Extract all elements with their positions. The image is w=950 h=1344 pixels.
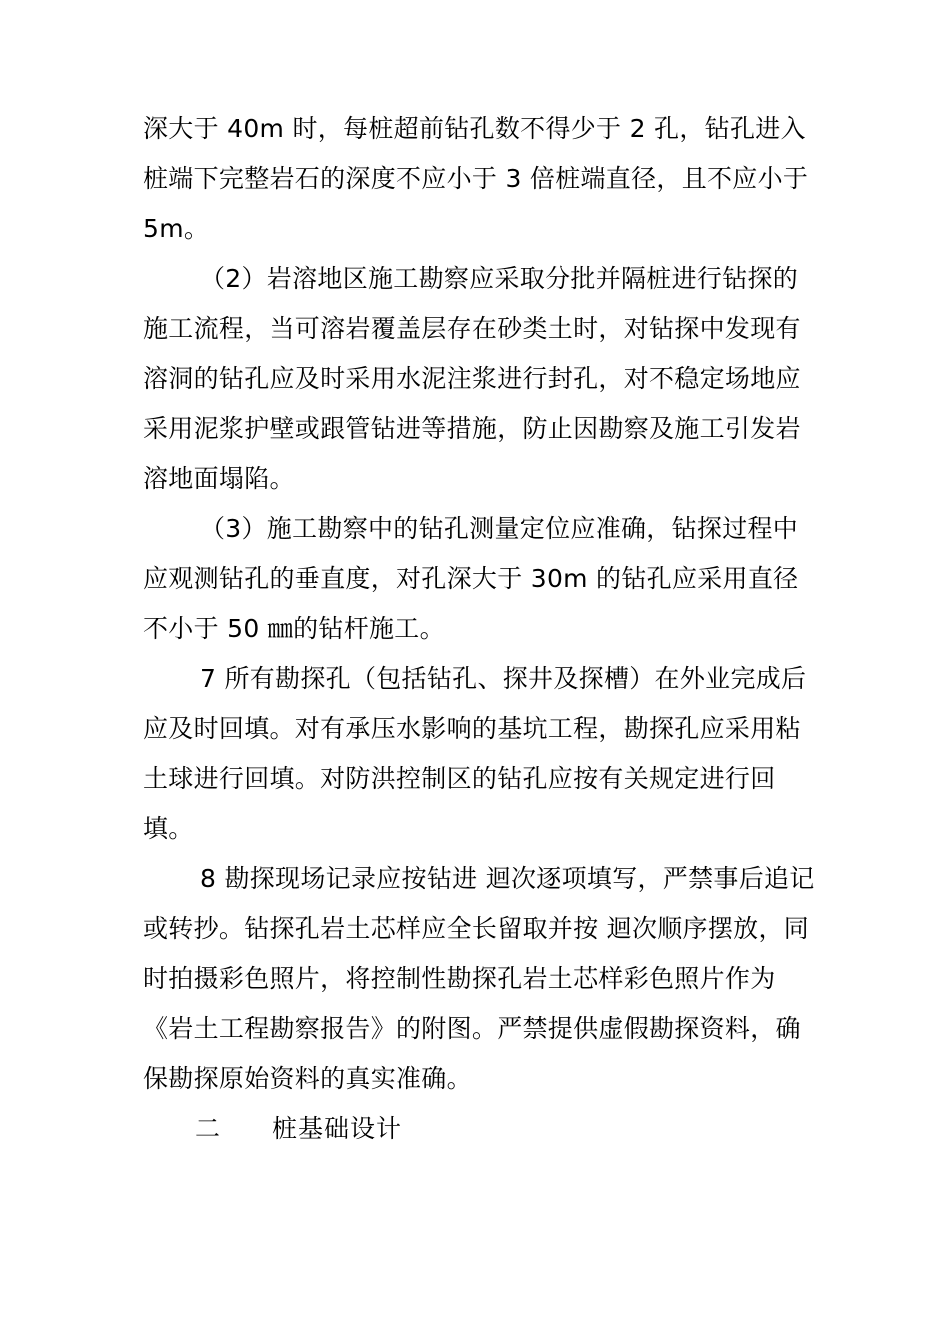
text-line: 深大于 40m 时，每桩超前钻孔数不得少于 2 孔，钻孔进入 bbox=[143, 114, 806, 143]
text-line: 桩端下完整岩石的深度不应小于 3 倍桩端直径，且不应小于 bbox=[143, 164, 809, 193]
text-line: 土球进行回填。对防洪控制区的钻孔应按有关规定进行回 bbox=[143, 764, 776, 793]
text-line: 时拍摄彩色照片，将控制性勘探孔岩土芯样彩色照片作为 bbox=[143, 964, 776, 993]
text-line: 应观测钻孔的垂直度，对孔深大于 30m 的钻孔应采用直径 bbox=[143, 564, 799, 593]
text-line: 溶地面塌陷。 bbox=[143, 464, 295, 493]
text-line: 应及时回填。对有承压水影响的基坑工程，勘探孔应采用粘 bbox=[143, 714, 801, 743]
text-line: 填。 bbox=[143, 814, 194, 843]
section-number: 二 bbox=[195, 1114, 221, 1143]
section-title: 桩基础设计 bbox=[272, 1114, 403, 1143]
text-line: 溶洞的钻孔应及时采用水泥注浆进行封孔，对不稳定场地应 bbox=[143, 364, 801, 393]
text-line: 不小于 50 ㎜的钻杆施工。 bbox=[143, 614, 445, 643]
text-line: 5m。 bbox=[143, 214, 210, 243]
text-line: （2）岩溶地区施工勘察应采取分批并隔桩进行钻探的 bbox=[200, 264, 799, 293]
text-line: （3）施工勘察中的钻孔测量定位应准确，钻探过程中 bbox=[200, 514, 799, 543]
text-line: 施工流程，当可溶岩覆盖层存在砂类土时，对钻探中发现有 bbox=[143, 314, 801, 343]
text-line: 采用泥浆护壁或跟管钻进等措施，防止因勘察及施工引发岩 bbox=[143, 414, 801, 443]
text-line: 保勘探原始资料的真实准确。 bbox=[143, 1064, 472, 1093]
text-line: 8 勘探现场记录应按钻进 迴次逐项填写，严禁事后追记 bbox=[200, 864, 815, 893]
text-line: 或转抄。钻探孔岩土芯样应全长留取并按 迴次顺序摆放，同 bbox=[143, 914, 810, 943]
text-line: 7 所有勘探孔（包括钻孔、探井及探槽）在外业完成后 bbox=[200, 664, 807, 693]
text-line: 《岩土工程勘察报告》的附图。严禁提供虚假勘探资料，确 bbox=[143, 1014, 801, 1043]
